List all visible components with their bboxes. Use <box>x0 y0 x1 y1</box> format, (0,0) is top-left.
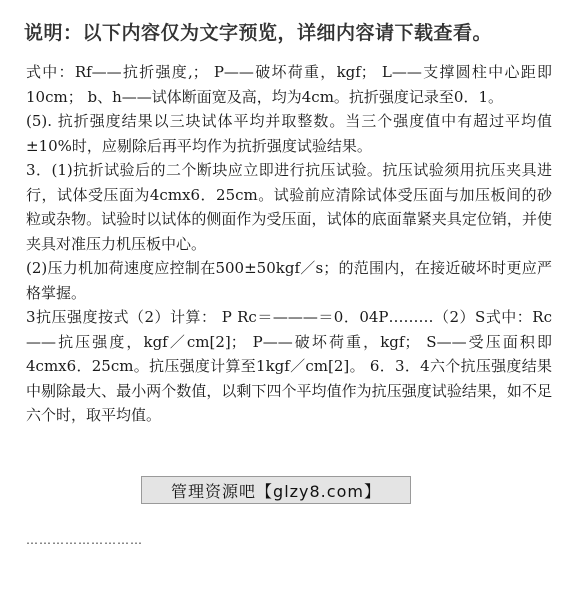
paragraph-flexural-formula-notes: 式中：Rf——抗折强度,； P——破坏荷重，kgf； L——支撑圆柱中心距即10cm； b、h——试体断面宽及高，均为4cm。抗折强度记录至0．1。 <box>26 63 552 106</box>
document-body <box>26 60 552 428</box>
paragraph-loading-rate: (2)压力机加荷速度应控制在500±50kgf／s；的范围内，在接近破坏时更应严格掌握。 <box>26 259 552 302</box>
paragraph-compression-test: 3．(1)抗折试验后的二个断块应立即进行抗压试验。抗压试验须用抗压夹具进行，试体受压面为4cmx6．25cm。试验前应清除试体受压面与加压板间的砂粒或杂物。试验时以试体的侧面作为受压面，试体的底面靠紧夹具定位销，并使夹具对准压力机压板中心。 <box>26 161 552 253</box>
paragraph-flexural-result: (5). 抗折强度结果以三块试体平均并取整数。当三个强度值中有超过平均值±10%时，应剔除后再平均作为抗折强度试验结果。 <box>26 112 552 155</box>
site-watermark: 管理资源吧【glzy8.com】 <box>141 476 411 504</box>
preview-notice-header: 说明：以下内容仅为文字预览，详细内容请下载查看。 <box>24 22 493 44</box>
truncation-dots: ……………………… <box>26 533 143 547</box>
paragraph-compressive-strength: 3抗压强度按式（2）计算： P Rc＝———＝0．04P………（2）S式中：Rc——抗压强度，kgf／cm[2]； P——破坏荷重，kgf； S——受压面积即4cmx6．25cm。抗压强度计算至1kgf／cm[2]。 6．3．4六个抗压强度结果中剔除最大、最小两个数值，以剩下四个平均值作为抗压强度试验结果，如不足六个时，取平均值。 <box>26 308 552 424</box>
